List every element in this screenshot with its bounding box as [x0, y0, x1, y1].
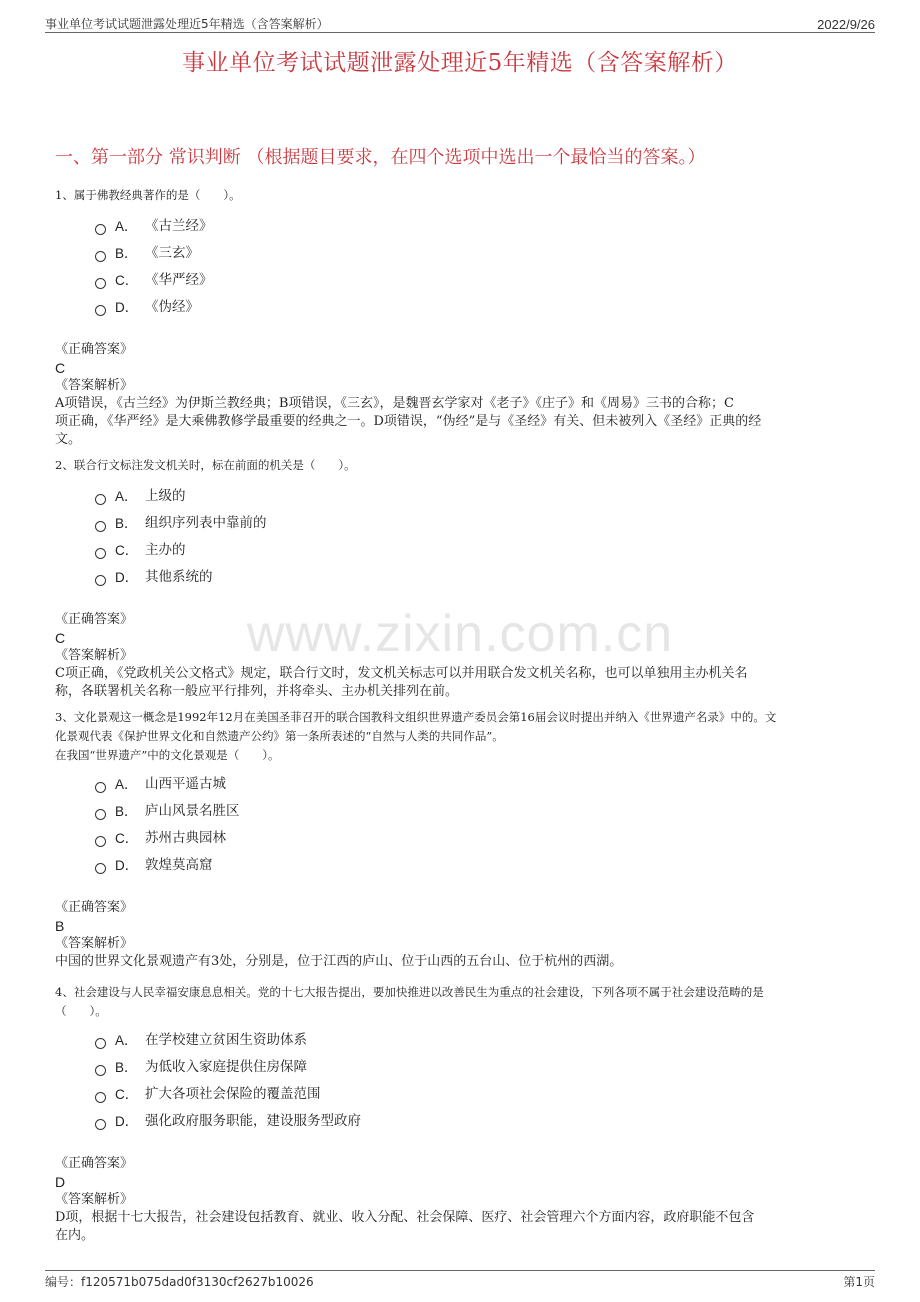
option-text: 其他系统的 [145, 569, 213, 585]
answer-value: C [55, 630, 66, 646]
answer-label: 《正确答案》 [55, 342, 134, 357]
explain-label: 《答案解析》 [55, 1192, 134, 1207]
option-text: 主办的 [145, 542, 186, 558]
option-letter: A． [115, 1033, 138, 1048]
radio-icon[interactable] [95, 1119, 106, 1130]
option-letter: C． [115, 543, 139, 558]
stem-line: 3、文化景观这一概念是1992年12月在美国圣菲召开的联合国教科文组织世界遗产委员会第16届会议时提出并纳入《世界遗产名录》中的。文 [55, 710, 777, 724]
option-a[interactable] [95, 483, 870, 510]
option-b[interactable] [95, 510, 870, 537]
explanation-line: 中国的世界文化景观遗产有3处，分别是，位于江西的庐山、位于山西的五台山、位于杭州的西湖。 [55, 954, 623, 969]
radio-icon[interactable] [95, 1065, 106, 1076]
option-b[interactable] [95, 240, 870, 267]
option-text: 在学校建立贫困生资助体系 [145, 1032, 307, 1048]
question-stem [55, 186, 870, 205]
explain-label: 《答案解析》 [55, 378, 134, 393]
option-letter: B． [115, 1060, 138, 1075]
explanation-line: C项正确，《党政机关公文格式》规定，联合行文时，发文机关标志可以并用联合发文机关名称，也可以单独用主办机关名 [55, 666, 748, 681]
option-letter: C． [115, 273, 139, 288]
option-c[interactable] [95, 825, 870, 852]
answer-block [55, 899, 870, 971]
document-title: 事业单位考试试题泄露处理近5年精选（含答案解析） [182, 50, 738, 76]
radio-icon[interactable] [95, 1092, 106, 1103]
option-letter: A． [115, 489, 138, 504]
section-heading: 一、第一部分 常识判断 （根据题目要求，在四个选项中选出一个最恰当的答案。） [55, 147, 706, 168]
stem-line: （ ）。 [55, 1004, 107, 1018]
question-1 [55, 186, 870, 449]
radio-icon[interactable] [95, 575, 106, 586]
header-doc-name: 事业单位考试试题泄露处理近5年精选（含答案解析） [45, 17, 329, 31]
option-text: 扩大各项社会保险的覆盖范围 [145, 1086, 321, 1102]
radio-icon[interactable] [95, 548, 106, 559]
option-letter: C． [115, 1087, 139, 1102]
question-stem [55, 456, 870, 475]
explanation [55, 953, 870, 971]
radio-icon[interactable] [95, 1038, 106, 1049]
option-text: 《华严经》 [145, 272, 213, 288]
explanation-line: 项正确，《华严经》是大乘佛教修学最重要的经典之一。D项错误，“伪经”是与《圣经》有关、但未被列入《圣经》正典的经 [55, 414, 762, 429]
answer-label: 《正确答案》 [55, 1156, 134, 1171]
explanation-line: A项错误，《古兰经》为伊斯兰教经典；B项错误，《三玄》，是魏晋玄学家对《老子》《庄子》和《周易》三书的合称；C [55, 396, 734, 411]
option-text: 苏州古典园林 [145, 830, 226, 846]
question-4 [55, 983, 870, 1245]
option-letter: B． [115, 516, 138, 531]
stem-line: 1、属于佛教经典著作的是（ ）。 [55, 188, 241, 202]
answer-value: B [55, 918, 65, 934]
option-text: 《古兰经》 [145, 218, 213, 234]
radio-icon[interactable] [95, 224, 106, 235]
option-letter: B． [115, 246, 138, 261]
radio-icon[interactable] [95, 494, 106, 505]
option-letter: A． [115, 777, 138, 792]
option-b[interactable] [95, 1054, 870, 1081]
option-list [95, 483, 870, 591]
stem-line: 化景观代表《保护世界文化和自然遗产公约》第一条所表述的“自然与人类的共同作品”。 [55, 729, 504, 743]
footer-doc-id: 编号：f120571b075dad0f3130cf2627b10026 [45, 1275, 314, 1289]
radio-icon[interactable] [95, 251, 106, 262]
option-text: 敦煌莫高窟 [145, 857, 213, 873]
radio-icon[interactable] [95, 305, 106, 316]
answer-value: D [55, 1174, 66, 1190]
option-b[interactable] [95, 798, 870, 825]
stem-line: 在我国“世界遗产”中的文化景观是（ ）。 [55, 748, 280, 762]
option-list [95, 771, 870, 879]
explain-label: 《答案解析》 [55, 648, 134, 663]
option-letter: B． [115, 804, 138, 819]
explanation-line: 文。 [55, 432, 82, 447]
stem-line: 2、联合行文标注发文机关时，标在前面的机关是（ ）。 [55, 458, 356, 472]
radio-icon[interactable] [95, 863, 106, 874]
option-text: 组织序列表中靠前的 [145, 515, 267, 531]
option-c[interactable] [95, 1081, 870, 1108]
page-footer [45, 1270, 875, 1290]
question-3 [55, 708, 870, 971]
footer-page-number: 第1页 [843, 1275, 875, 1289]
explanation [55, 665, 870, 701]
option-a[interactable] [95, 213, 870, 240]
option-text: 庐山风景名胜区 [145, 803, 240, 819]
option-text: 为低收入家庭提供住房保障 [145, 1059, 307, 1075]
option-d[interactable] [95, 294, 870, 321]
radio-icon[interactable] [95, 809, 106, 820]
question-stem [55, 708, 870, 765]
answer-label: 《正确答案》 [55, 900, 134, 915]
option-a[interactable] [95, 1027, 870, 1054]
option-letter: C． [115, 831, 139, 846]
explanation-line: 在内。 [55, 1228, 95, 1243]
option-c[interactable] [95, 537, 870, 564]
answer-block [55, 611, 870, 701]
option-d[interactable] [95, 564, 870, 591]
option-letter: D． [115, 570, 139, 585]
explanation-line: D项，根据十七大报告，社会建设包括教育、就业、收入分配、社会保障、医疗、社会管理六个方面内容，政府职能不包含 [55, 1210, 755, 1225]
radio-icon[interactable] [95, 278, 106, 289]
page-header [45, 10, 875, 33]
option-letter: D． [115, 858, 139, 873]
option-letter: A． [115, 219, 138, 234]
answer-block [55, 1155, 870, 1245]
option-d[interactable] [95, 1108, 870, 1135]
explanation [55, 1209, 870, 1245]
stem-line: 4、社会建设与人民幸福安康息息相关。党的十七大报告提出，要加快推进以改善民生为重点的社会建设，下列各项不属于社会建设范畴的是 [55, 985, 764, 999]
header-date: 2022/9/26 [817, 17, 875, 32]
option-list [95, 213, 870, 321]
explain-label: 《答案解析》 [55, 936, 134, 951]
explanation [55, 395, 870, 449]
radio-icon[interactable] [95, 782, 106, 793]
option-d[interactable] [95, 852, 870, 879]
radio-icon[interactable] [95, 836, 106, 847]
question-2 [55, 456, 870, 701]
option-list [95, 1027, 870, 1135]
option-a[interactable] [95, 771, 870, 798]
option-letter: D． [115, 300, 139, 315]
radio-icon[interactable] [95, 521, 106, 532]
answer-block [55, 341, 870, 449]
option-text: 上级的 [145, 488, 186, 504]
option-text: 强化政府服务职能，建设服务型政府 [145, 1113, 361, 1129]
answer-label: 《正确答案》 [55, 612, 134, 627]
option-letter: D． [115, 1114, 139, 1129]
answer-value: C [55, 360, 66, 376]
option-text: 《伪经》 [145, 299, 199, 315]
option-c[interactable] [95, 267, 870, 294]
explanation-line: 称，各联署机关名称一般应平行排列，并将牵头、主办机关排列在前。 [55, 684, 459, 699]
watermark: www.zixin.com.cn [246, 605, 674, 663]
question-stem [55, 983, 870, 1021]
option-text: 山西平遥古城 [145, 776, 226, 792]
option-text: 《三玄》 [145, 245, 199, 261]
